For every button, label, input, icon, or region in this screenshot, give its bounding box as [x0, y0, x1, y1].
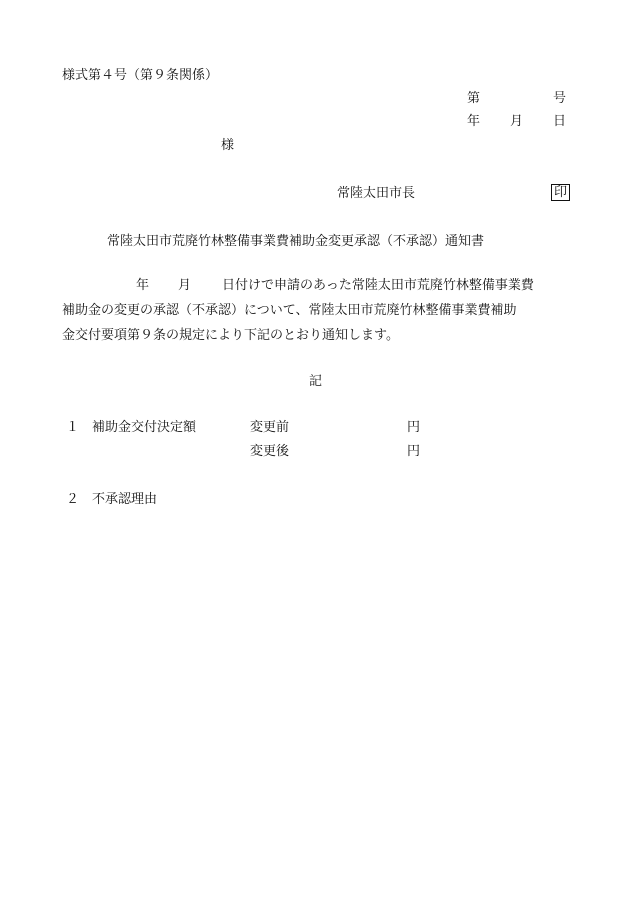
item1-label: 補助金交付決定額 — [92, 420, 197, 435]
date-year-label: 年 — [467, 114, 481, 129]
recipient-honorific: 様 — [221, 138, 235, 153]
form-number: 様式第４号（第９条関係） — [62, 68, 219, 83]
seal-box: 印 — [551, 184, 570, 201]
body-month-label: 月 — [178, 278, 192, 293]
issuer-name: 常陸太田市長 — [337, 186, 416, 201]
body-line-2: 補助金の変更の承認（不承認）について、常陸太田市荒廃竹林整備事業費補助 — [62, 303, 517, 318]
item1-number: １ — [66, 420, 80, 435]
item1-after-yen: 円 — [407, 444, 421, 459]
body-year-label: 年 — [136, 278, 150, 293]
body-line-3: 金交付要項第９条の規定により下記のとおり通知します。 — [62, 328, 399, 343]
ki-heading: 記 — [309, 374, 323, 389]
item1-before-label: 変更前 — [250, 420, 290, 435]
item2-number: ２ — [66, 492, 80, 507]
body-line-1: 日付けで申請のあった常陸太田市荒廃竹林整備事業費 — [222, 278, 534, 293]
document-title: 常陸太田市荒廃竹林整備事業費補助金変更承認（不承認）通知書 — [107, 234, 485, 249]
item1-after-label: 変更後 — [250, 444, 290, 459]
doc-number-suffix: 号 — [553, 91, 567, 106]
date-day-label: 日 — [553, 114, 567, 129]
item2-label: 不承認理由 — [92, 492, 158, 507]
date-month-label: 月 — [510, 114, 524, 129]
doc-number-prefix: 第 — [467, 91, 481, 106]
item1-before-yen: 円 — [407, 420, 421, 435]
